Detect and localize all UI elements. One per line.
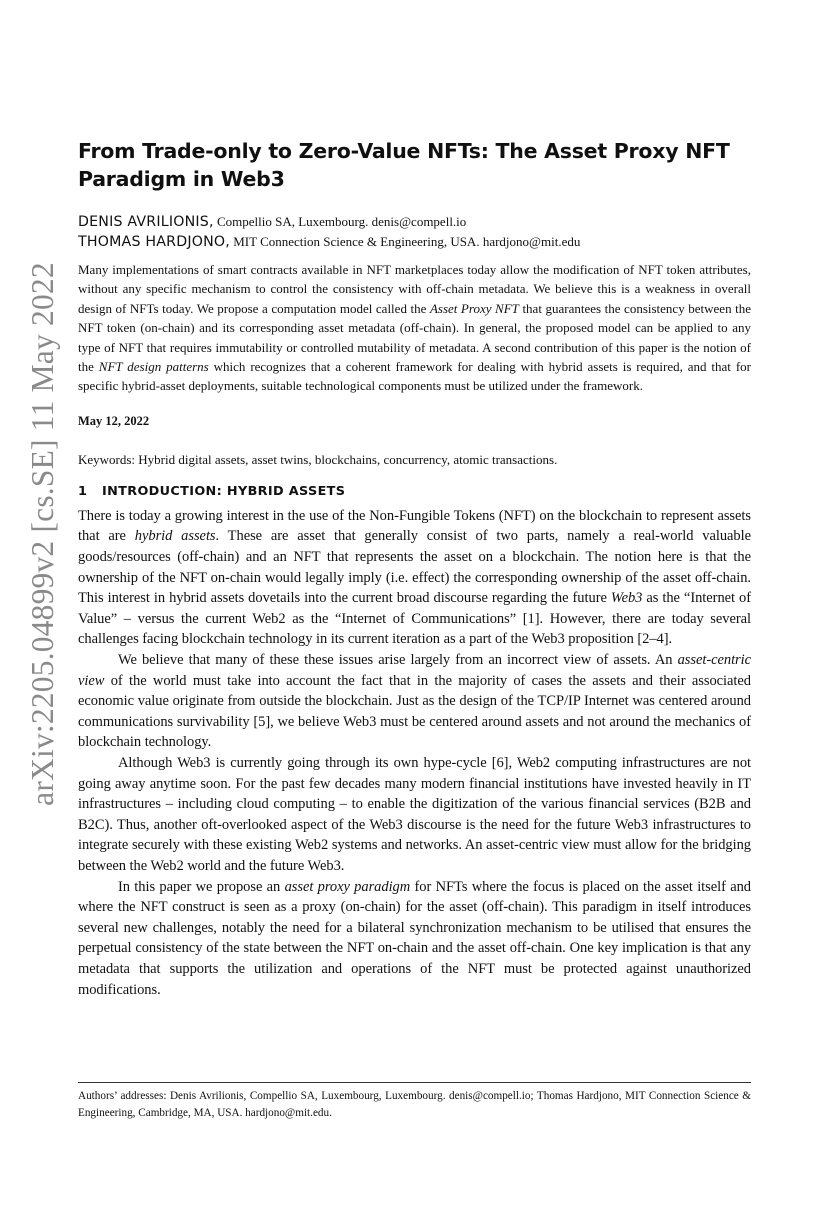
paper-title: From Trade-only to Zero-Value NFTs: The Asset Proxy NFT Paradigm in Web3	[78, 139, 730, 191]
author-block	[78, 212, 751, 252]
footnote-divider	[78, 1082, 751, 1083]
abstract-emphasis: Asset Proxy NFT	[429, 300, 519, 316]
keywords: Keywords: Hybrid digital assets, asset twins, blockchains, concurrency, atomic transactions.	[78, 451, 558, 467]
author-entry	[78, 212, 751, 232]
arxiv-identifier-text: arXiv:2205.04899v2 [cs.SE] 11 May 2022	[25, 262, 60, 806]
paper-page	[78, 137, 751, 1000]
paragraph-emphasis: asset-centric view	[78, 652, 751, 689]
paragraph-emphasis: Web3	[610, 590, 643, 607]
arxiv-identifier-stamp	[18, 234, 68, 834]
paragraph-emphasis: hybrid assets	[134, 528, 216, 545]
abstract-emphasis: NFT design patterns	[98, 359, 209, 375]
body-paragraph	[78, 877, 751, 1001]
paragraph-text: There is today a growing interest in the use of the Non-Fungible Tokens (NFT) on the blockchain to represent assets that are	[78, 507, 751, 545]
abstract-text: that guarantees the consistency between the NFT token (on-chain) and its corresponding asset metadata (off-chain). In general, the proposed model can be applied to any type of NFT that requires immutability or controlled mutability of metadata. A second contribution of this paper is the notion of the	[78, 300, 752, 375]
body-paragraph	[78, 506, 751, 650]
paragraph-text: In this paper we propose an	[118, 878, 285, 895]
author-name: THOMAS HARDJONO,	[78, 234, 230, 250]
author-name: DENIS AVRILIONIS,	[78, 214, 214, 230]
body-paragraph	[78, 650, 751, 753]
paragraph-text: as the “Internet of Value” – versus the current Web2 as the “Internet of Communications” [1]. However, there are today several challenges facing blockchain technology in its current iteration as a part of the Web3 proposition [2–4].	[78, 590, 751, 648]
section-heading	[78, 482, 751, 502]
paragraph-text: . These are asset that generally consist of two parts, namely a real-world valuable goods/resources (off-chain) and an NFT that represents the asset on a blockchain. The notion here is that the ownership of the NFT on-chain would legally imply (i.e. effect) the corresponding ownership of the asset off-chain. This interest in hybrid assets dovetails into the current broad discourse regarding the future	[78, 528, 751, 607]
author-affiliation: Compellio SA, Luxembourg. denis@compell.io	[216, 214, 467, 229]
author-affiliation: MIT Connection Science & Engineering, USA. hardjono@mit.edu	[233, 234, 581, 249]
paragraph-emphasis: asset proxy paradigm	[284, 878, 411, 895]
authors-addresses-footnote: Authors’ addresses: Denis Avrilionis, Compellio SA, Luxembourg, Luxembourg. denis@compell.io; Thomas Hardjono, MIT Connection Science & Engineering, Cambridge, MA, USA. hardjono@mit.edu.	[78, 1090, 751, 1119]
paragraph-text: of the world must take into account the fact that in the majority of cases the assets and their associated economic value originate from outside the blockchain. Just as the design of the TCP/IP Internet was centered around communications survivability [5], we believe Web3 must be centered around assets and not around the mechanics of blockchain technology.	[78, 672, 751, 751]
section-body	[78, 506, 751, 1000]
paragraph-text: for NFTs where the focus is placed on the asset itself and where the NFT construct is seen as a proxy (on-chain) for the asset (off-chain). This paradigm in itself introduces several new challenges, notably the need for a bilateral synchronization mechanism to be utilised that ensures the perpetual consistency of the state between the NFT on-chain and the asset off-chain. One key implication is that any metadata that supports the utilization and operations of the NFT must be protected against unauthorized modifications.	[78, 878, 751, 998]
author-entry	[78, 232, 751, 252]
abstract-text: Many implementations of smart contracts available in NFT marketplaces today allow the modification of NFT token attributes, without any specific mechanism to control the consistency with off-chain metadata. We believe this is a weakness in overall design of NFTs today. We propose a computation model called the	[78, 262, 751, 316]
body-paragraph: Although Web3 is currently going through its own hype-cycle [6], Web2 computing infrastructures are not going away anytime soon. For the past few decades many modern financial institutions have invested heavily in IT infrastructures – including cloud computing – to enable the digitization of the various financial services (B2B and B2C). Thus, another oft-overlooked aspect of the Web3 discourse is the need for the future Web3 infrastructures to integrate securely with these existing Web2 systems and networks. An asset-centric view must allow for the bridging between the Web2 world and the future Web3.	[78, 754, 751, 874]
section-number: 1	[78, 483, 88, 499]
section-title: INTRODUCTION: HYBRID ASSETS	[102, 483, 346, 499]
abstract	[78, 260, 751, 396]
paragraph-text: We believe that many of these these issues arise largely from an incorrect view of assets. An	[118, 652, 678, 668]
abstract-text: which recognizes that a coherent framework for dealing with hybrid assets is required, and that for specific hybrid-asset deployments, suitable technological components must be utilized under the framework.	[78, 359, 751, 394]
publication-date: May 12, 2022	[78, 413, 150, 428]
